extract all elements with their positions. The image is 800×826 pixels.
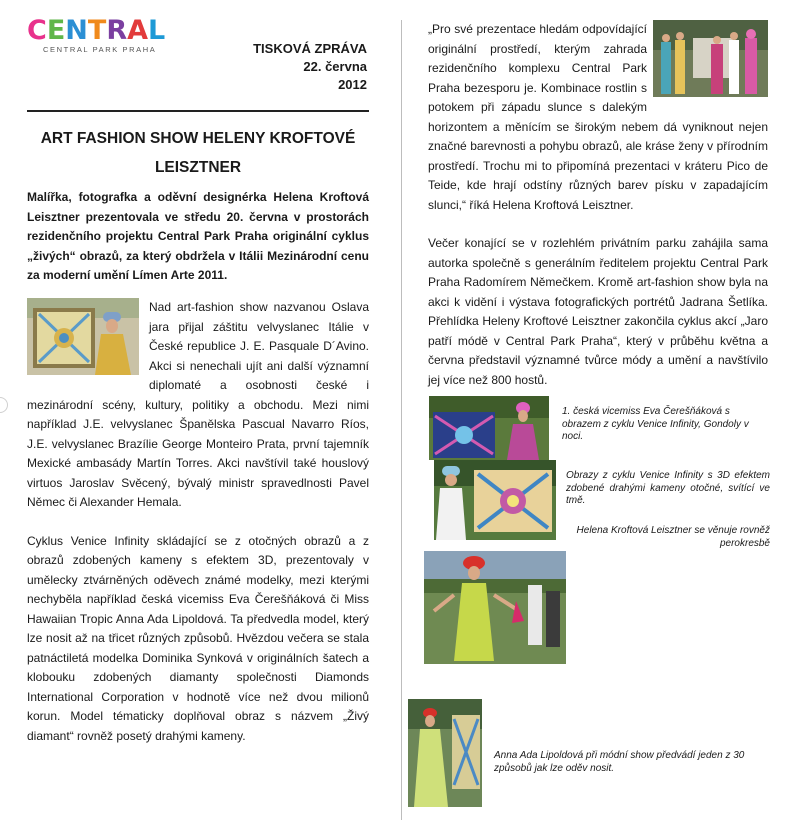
logo-letter: L — [148, 15, 166, 46]
article-title: ART FASHION SHOW HELENY KROFTOVÉ LEISZTNER — [40, 130, 356, 176]
central-park-logo — [27, 16, 167, 56]
logo-letter: T — [87, 15, 107, 46]
header-rule — [27, 110, 369, 112]
anna-lipoldova-photo — [408, 699, 482, 807]
caption-vicemiss: 1. česká vicemiss Eva Čerešňáková s obrazem z cyklu Venice Infinity, Gondoly v noci. — [562, 406, 749, 442]
logo-letter: A — [127, 15, 149, 46]
press-header — [253, 40, 367, 94]
logo-letter: E — [46, 15, 66, 46]
logo-wordmark — [27, 16, 165, 46]
caption-drawing: Helena Kroftová Leisztner se věnuje rovněž perokresbě — [576, 525, 770, 549]
logo-letter: R — [106, 15, 128, 46]
press-date: 22. června — [303, 59, 367, 74]
models-group-photo — [653, 20, 768, 97]
press-year: 2012 — [338, 77, 367, 92]
model-green-dress-photo — [424, 551, 566, 664]
caption-paintings: Obrazy z cyklu Venice Infinity s 3D efektem zdobené drahými kameny otočné, svítící ve tmě. — [566, 470, 770, 506]
vicemiss-with-painting-photo — [429, 396, 549, 460]
body-paragraph: Nad art-fashion show nazvanou Oslava jara přijal záštitu velvyslanec Itálie v České republice J. E. Pasquale D´Avino. Akci si nenechali ujít ani další významní diplomaté a osobnosti české i mezinárodní scény, kultury, politiky a obchodu. Mezi nimi například J.E. velvyslanec Španělska Pascual Navarro Ríos, J.E. velvyslanec Brazílie George Monteiro Prata, první tajemník Mexické ambasády Martín Torres. Akci navštívil také houslový virtuos Jaroslav Svěcený, bývalý ministr spravedlnosti Pavel Němec či Alexander Hemala. — [27, 300, 369, 509]
body-paragraph: „Pro své prezentace hledám odpovídající originální prostředí, kterým zahrada rezidenčního komplexu Central Park Praha bezesporu je. Kombinace rostlin s potokem při západu slunce s dalekým horizontem a měnícím se širokým nebem dá vyniknout nejen značné barevnosti a pohybu obrazů, ale kráse ženy v přírodním prostředí. Trochu mi to připomíná prezentaci v kráteru Pico de Teide, kde hrají odstíny různých barev písku v zapadajícím slunci,“ říká Helena Kroftová Leisztner. — [428, 22, 768, 212]
column-divider — [401, 20, 402, 820]
venice-infinity-paintings-photo — [434, 460, 556, 540]
painting-and-model-photo — [27, 298, 139, 375]
body-paragraph: Cyklus Venice Infinity skládající se z otočných obrazů a z obrazů zdobených kameny s efektem 3D, prezentovaly v umělecky ztvárněných oděvech známé modelky, mezi kterými nechyběla například česká vicemiss Eva Čerešňáková či Miss Hawaiian Tropic Anna Ada Lipoldová. Ta předvedla model, který lze nosit až na třicet různých způsobů. Hvězdou večera se stala patnáctiletá modelka Dominika Synková v originálních šatech a klobouku zdobených diamanty společnosti Diamonds International Corporation v hodnotě více než dvou milionů korun. Model tématicky doplňoval obraz s názvem „Živý diamant“ rovněž posetý drahými kameny. — [27, 533, 369, 743]
right-column-body — [428, 20, 768, 409]
page-edge-handle[interactable] — [0, 397, 8, 413]
logo-letter: N — [65, 15, 88, 46]
body-paragraph: Večer konající se v rozlehlém privátním parku zahájila sama autorka společně s generálním ředitelem projektu Central Park Praha Radomírem Němečkem. Kromě art-fashion show byla na akci k vidění i výstava fotografických portrétů Jadrana Šetlíka. Přehlídka Heleny Kroftové Leisztner zakončila cyklus akcí „Jaro patří módě v Central Park Praha“, který v průběhu května a června představil významné tvůrce módy a umění a navštívilo jej více než 800 hostů. — [428, 236, 768, 387]
logo-subtitle: CENTRAL PARK PRAHA — [43, 45, 157, 54]
caption-anna: Anna Ada Lipoldová při módní show předvádí jeden z 30 způsobů jak lze oděv nosit. — [494, 750, 745, 774]
article-lead: Malířka, fotografka a oděvní designérka Helena Kroftová Leisztner prezentovala ve středu 20. června v prostorách rezidenčního projektu Central Park Praha originální cyklus „živých“ obrazů, za který obdržela v Itálii Mezinárodní cenu za moderní umění Límen Arte 2011. — [27, 190, 369, 282]
left-column-body — [27, 298, 369, 765]
press-label: TISKOVÁ ZPRÁVA — [253, 41, 367, 56]
logo-letter: C — [27, 15, 47, 46]
